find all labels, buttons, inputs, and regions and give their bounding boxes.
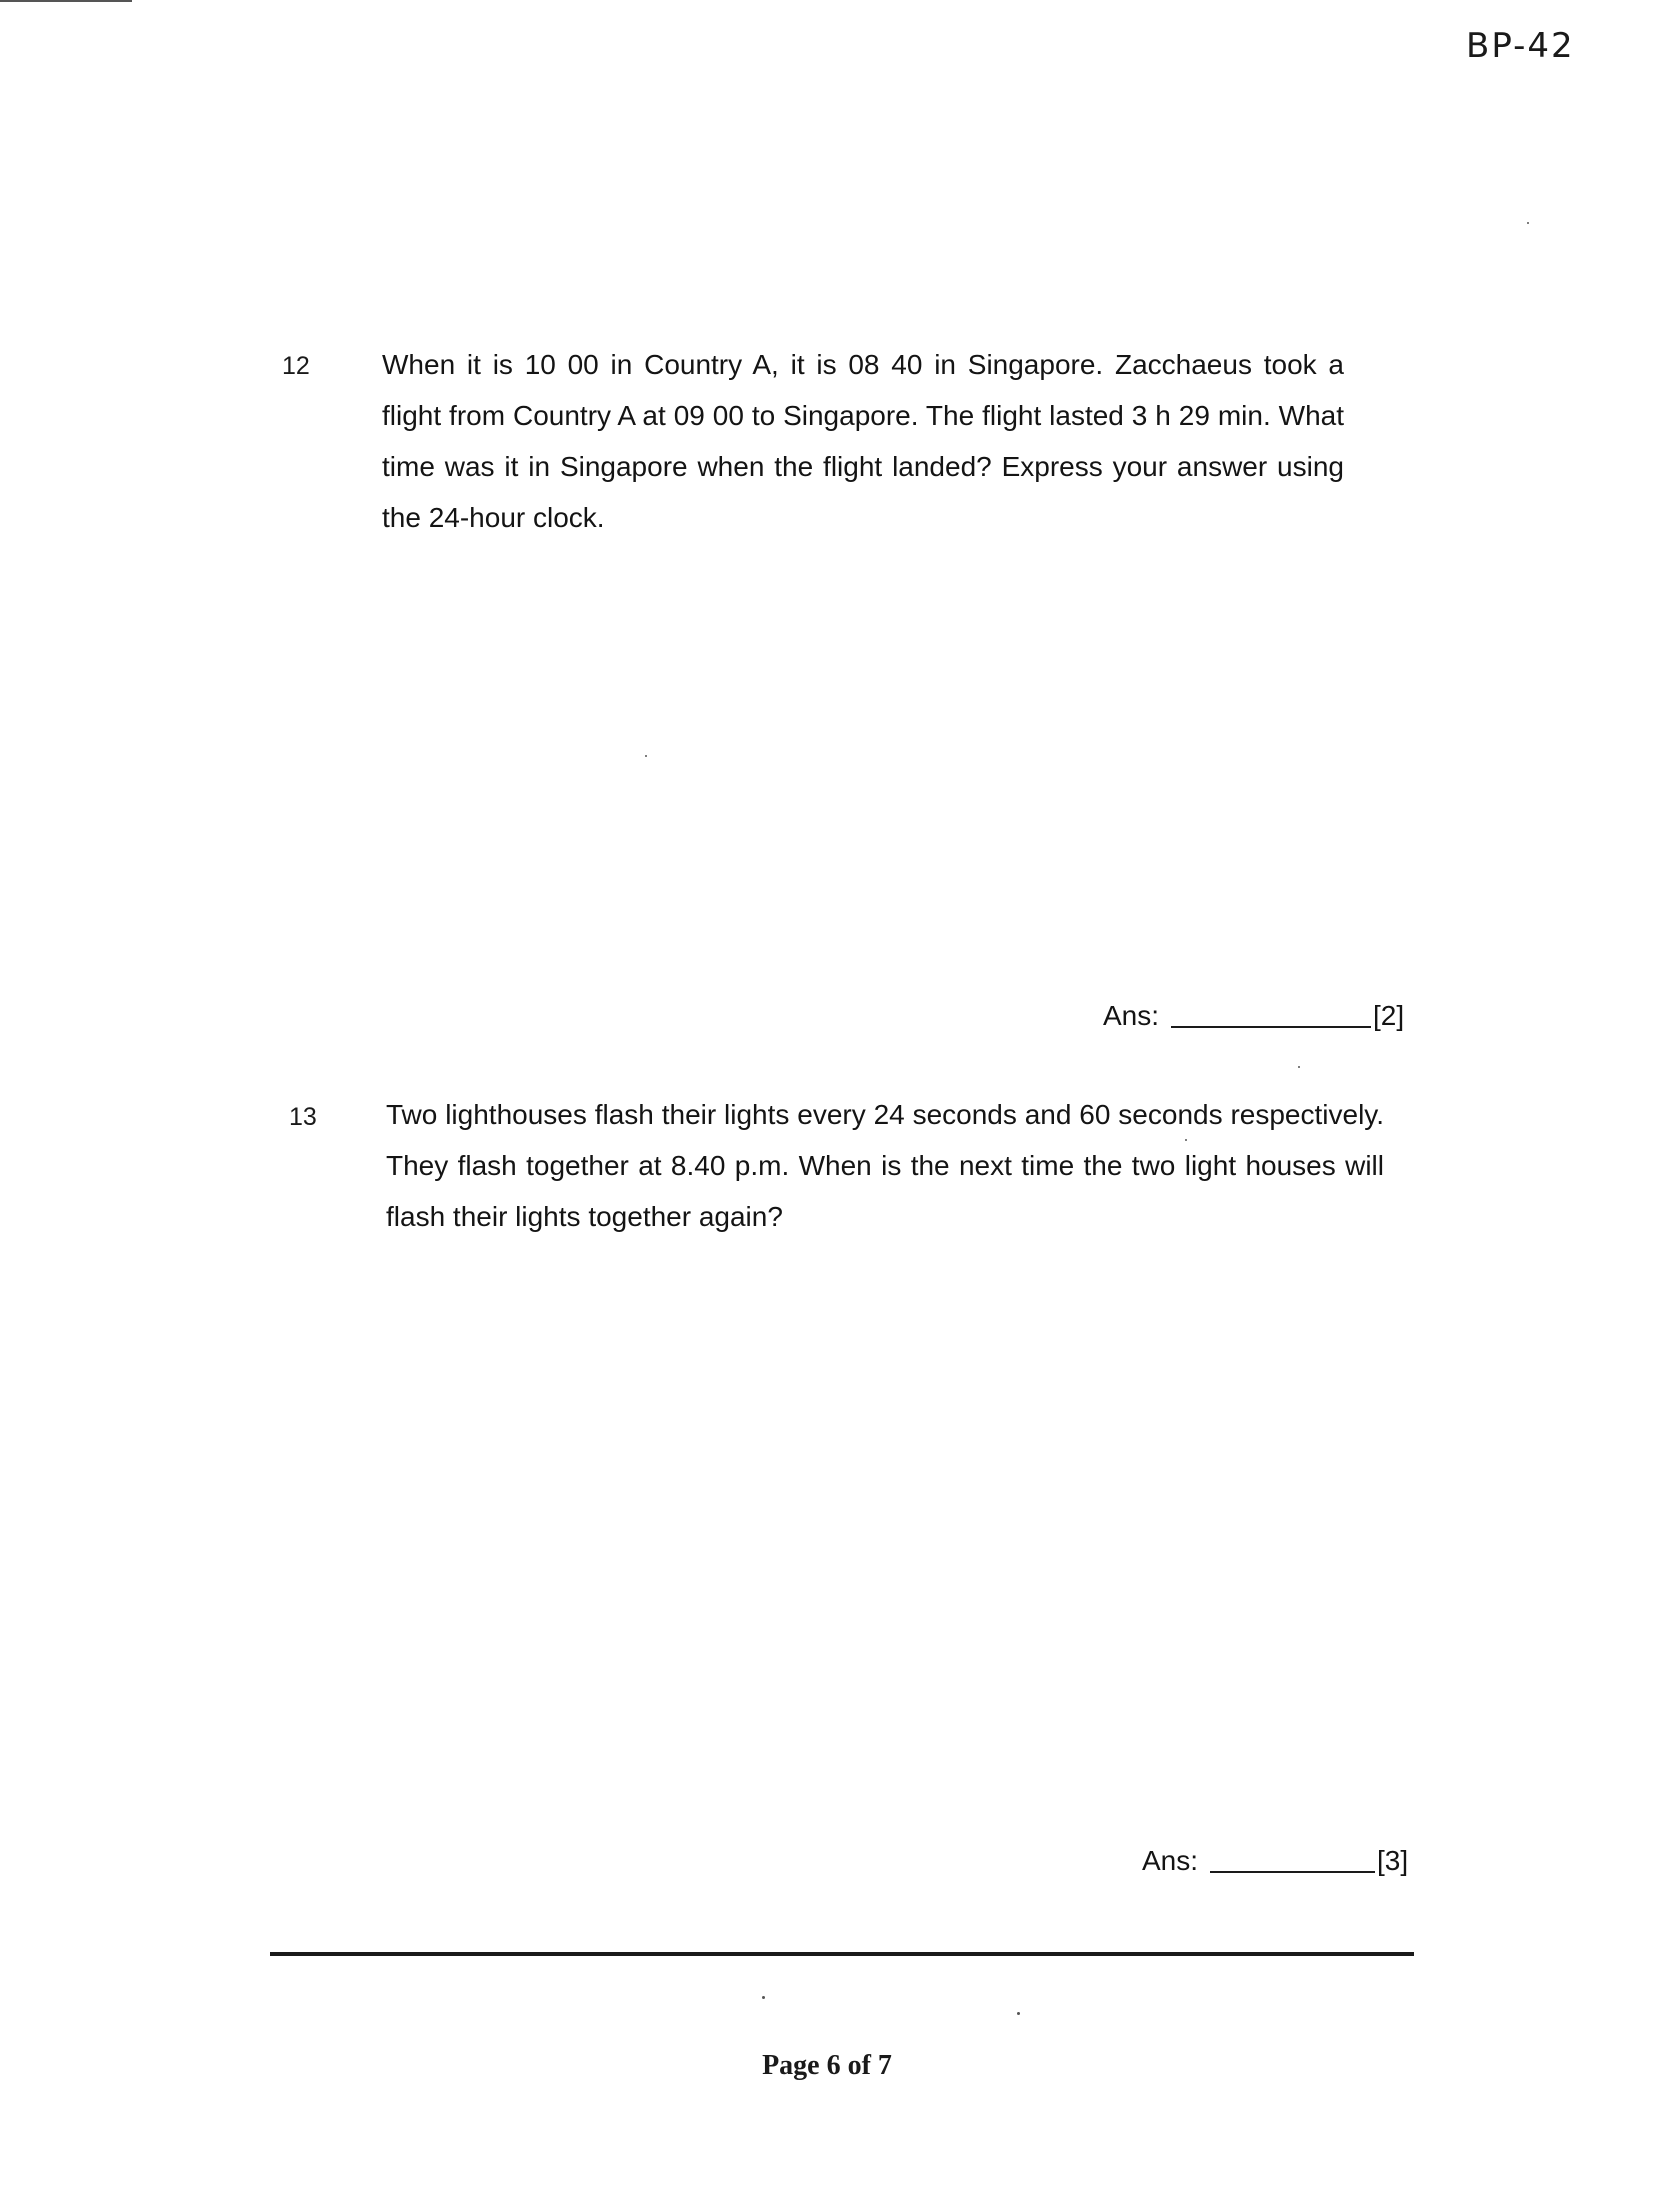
scan-speck [1017, 2012, 1020, 2015]
scan-speck [1185, 1139, 1187, 1141]
document-code: BP-42 [1466, 26, 1575, 66]
question-12-text: When it is 10 00 in Country A, it is 08 40 in Singapore. Zacchaeus took a flight from Country A at 09 00 to Singapore. The flight lasted 3 h 29 min. What time was it in Singapore when the flight landed? Express your answer using the 24-hour clock. [382, 349, 1344, 533]
answer-blank-line[interactable] [1210, 1870, 1375, 1873]
footer-divider [270, 1952, 1414, 1956]
answer-blank-line[interactable] [1171, 1025, 1371, 1028]
question-13-number: 13 [289, 1103, 317, 1131]
page-number-footer: Page 6 of 7 [762, 2050, 892, 2081]
answer-label: Ans: [1142, 1845, 1199, 1876]
scan-speck [762, 1996, 765, 1999]
question-12-number: 12 [282, 352, 310, 380]
answer-label: Ans: [1103, 1000, 1160, 1031]
top-edge-rule [0, 0, 132, 2]
question-12-answer-row [1103, 1000, 1404, 1032]
scan-speck [1298, 1066, 1300, 1068]
question-13-answer-row [1142, 1845, 1408, 1877]
marks-badge: [3] [1377, 1845, 1409, 1876]
question-13-text: Two lighthouses flash their lights every 24 seconds and 60 seconds respectively. They flash together at 8.40 p.m. When is the next time the two light houses will flash their lights together again? [386, 1099, 1384, 1232]
scan-speck [645, 755, 647, 757]
scan-speck [1527, 222, 1529, 224]
marks-badge: [2] [1373, 1000, 1405, 1031]
